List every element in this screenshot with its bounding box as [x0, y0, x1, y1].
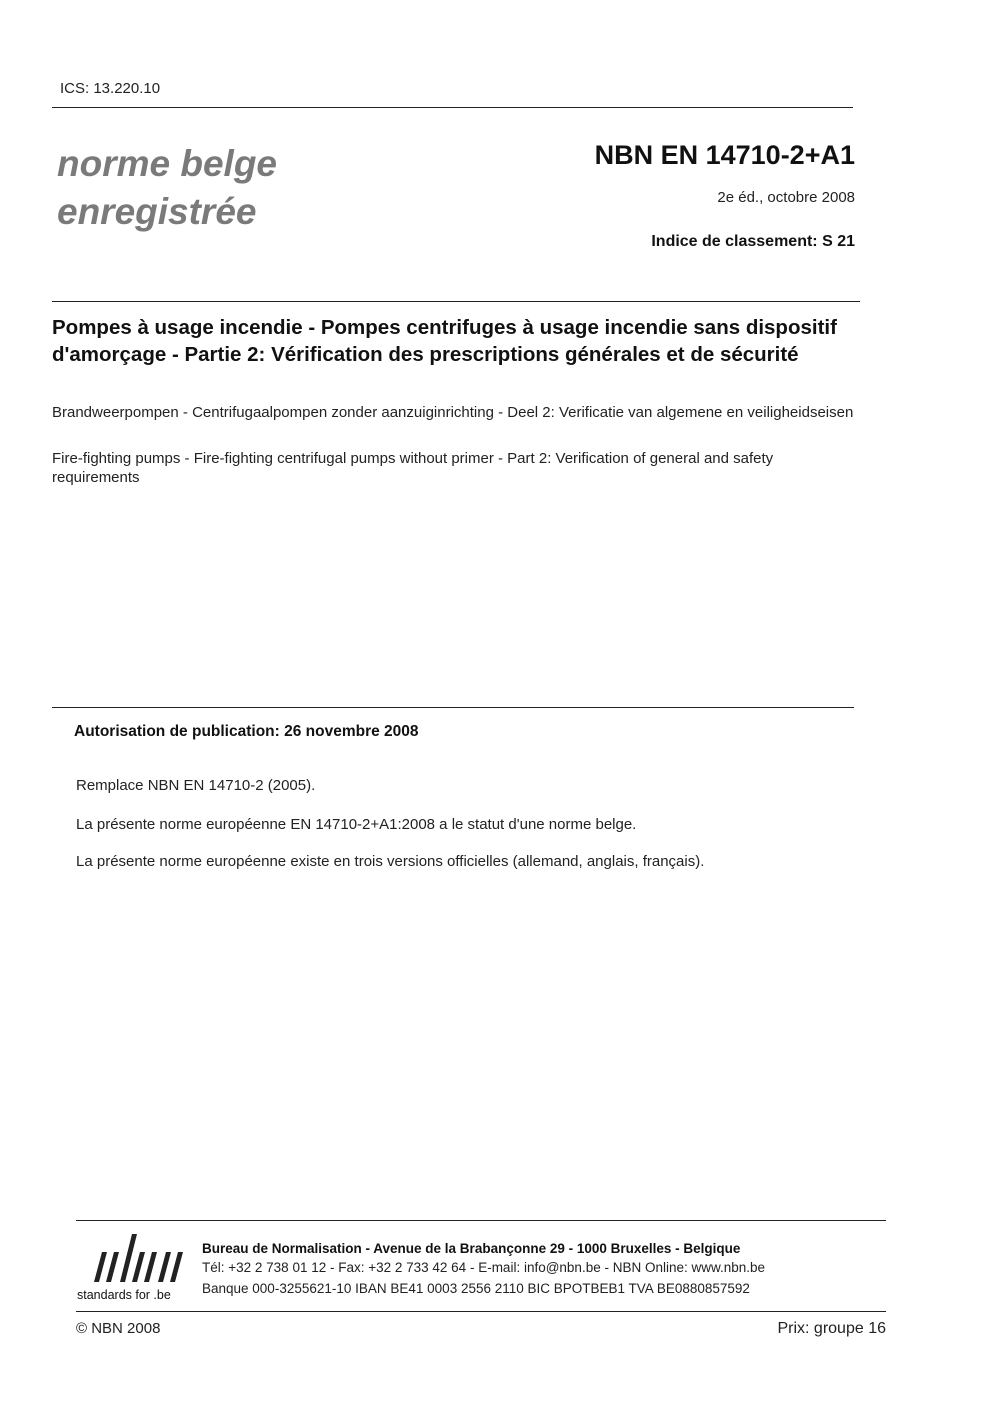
- copyright: © NBN 2008: [76, 1320, 161, 1337]
- title-english: Fire-fighting pumps - Fire-fighting centrifugal pumps without primer - Part 2: Verification of general and safety requirements: [52, 450, 774, 486]
- brand-line-2: enregistrée: [57, 191, 257, 232]
- classification-index: Indice de classement: S 21: [651, 233, 855, 250]
- title-french: Pompes à usage incendie - Pompes centrifuges à usage incendie sans dispositif d'amorçage - Partie 2: Vérification des prescriptions générales et de sécurité: [52, 316, 837, 366]
- brand-title: [57, 140, 277, 236]
- logo-tagline: standards for .be: [77, 1288, 171, 1302]
- organisation-address: Bureau de Normalisation - Avenue de la Brabançonne 29 - 1000 Bruxelles - Belgique: [202, 1241, 741, 1256]
- organisation-contact: Tél: +32 2 738 01 12 - Fax: +32 2 733 42 64 - E-mail: info@nbn.be - NBN Online: www.nbn.be: [202, 1260, 766, 1275]
- ics-code: ICS: 13.220.10: [60, 80, 161, 97]
- standard-number: NBN EN 14710-2+A1: [594, 140, 855, 170]
- price-group: Prix: groupe 16: [777, 1320, 886, 1337]
- edition: 2e éd., octobre 2008: [717, 189, 855, 206]
- brand-line-1: norme belge: [57, 143, 277, 184]
- publication-authorisation: Autorisation de publication: 26 novembre 2008: [74, 723, 419, 740]
- title-dutch: Brandweerpompen - Centrifugaalpompen zonder aanzuiginrichting - Deel 2: Verificatie van algemene en veiligheidseisen: [52, 404, 854, 421]
- versions-note: La présente norme européenne existe en trois versions officielles (allemand, anglais, français).: [76, 853, 705, 870]
- bottom-rule: [76, 1311, 886, 1312]
- status-note: La présente norme européenne EN 14710-2+A1:2008 a le statut d'une norme belge.: [76, 816, 637, 833]
- replaces-note: Remplace NBN EN 14710-2 (2005).: [76, 777, 316, 794]
- footer-rule: [76, 1220, 886, 1221]
- organisation-bank: Banque 000-3255621-10 IBAN BE41 0003 2556 2110 BIC BPOTBEB1 TVA BE0880857592: [202, 1281, 750, 1296]
- title-rule: [52, 301, 860, 302]
- header-rule: [52, 107, 853, 108]
- publication-rule: [52, 707, 854, 708]
